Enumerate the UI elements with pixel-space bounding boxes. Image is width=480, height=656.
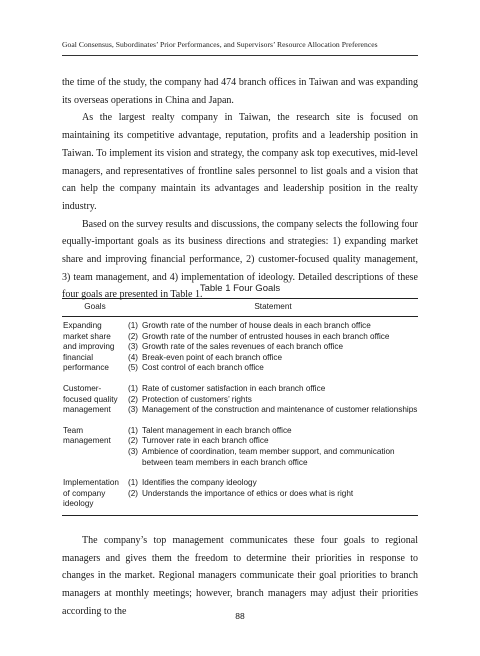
statement-number: (3) [128, 342, 139, 352]
statement-text: Protection of customers’ rights [142, 394, 252, 404]
statement-number: (1) [128, 478, 139, 488]
goal-label-line: of company [63, 488, 106, 498]
statement-item [128, 405, 418, 416]
paragraph: the time of the study, the company had 474 branch offices in Taiwan and was expanding its overseas operations in China and Japan. [62, 77, 418, 106]
goal-label-line: ideology [63, 499, 94, 509]
table-row [62, 379, 418, 421]
statement-number: (1) [128, 425, 139, 435]
statement-cell [128, 321, 418, 374]
statement-text: Cost control of each branch office [142, 363, 264, 373]
table-row [62, 473, 418, 515]
goal-label-line: focused quality [63, 394, 118, 404]
statement-text: Rate of customer satisfaction in each branch office [142, 383, 326, 393]
goal-label-line: Expanding [63, 321, 102, 330]
statement-text: Growth rate of the number of entrusted houses in each branch office [142, 331, 390, 341]
goal-cell [62, 478, 128, 510]
goals-table [62, 298, 418, 516]
table-body [62, 317, 418, 515]
goal-label-line: performance [63, 363, 109, 373]
statement-item [128, 353, 418, 364]
statement-text: Identifies the company ideology [142, 478, 257, 488]
statement-item [128, 447, 418, 468]
column-header-goals: Goals [84, 302, 106, 312]
column-header-statement: Statement [254, 302, 292, 312]
page-number: 88 [235, 611, 245, 621]
statement-number: (2) [128, 394, 139, 404]
statement-text: Ambience of coordination, team member support, and communication between team members in each branch office [142, 446, 395, 467]
table-title: Table 1 Four Goals [199, 283, 281, 294]
statement-cell [128, 384, 418, 416]
running-head: Goal Consensus, Subordinates’ Prior Performances, and Supervisors’ Resource Allocation Preferences [62, 40, 378, 49]
statement-cell [128, 478, 418, 510]
statement-number: (1) [128, 383, 139, 393]
goal-cell [62, 321, 128, 374]
statement-number: (3) [128, 405, 139, 415]
statement-item [128, 436, 418, 447]
goal-label-line: Implementation [63, 478, 119, 488]
goal-label-line: and improving [63, 342, 115, 352]
statement-text: Talent management in each branch office [142, 425, 292, 435]
statement-item [128, 489, 418, 500]
statement-item [128, 363, 418, 374]
table-header [62, 299, 418, 317]
statement-number: (3) [128, 446, 139, 456]
statement-item [128, 384, 418, 395]
goal-label-line: Team [63, 425, 84, 435]
statement-text: Growth rate of the number of house deals in each branch office [142, 321, 371, 330]
statement-item [128, 478, 418, 489]
body-text-bottom [62, 532, 418, 621]
goal-label-line: Customer- [63, 383, 102, 393]
statement-number: (5) [128, 363, 139, 373]
statement-item [128, 426, 418, 437]
statement-text: Break-even point of each branch office [142, 352, 283, 362]
statement-text: Understands the importance of ethics or does what is right [142, 488, 354, 498]
paragraph: Based on the survey results and discussions, the company selects the following four equally-important goals as its business directions and strategies: 1) expanding market share and improving financial performance, 2) customer-focused quality management, 3) team management, and 4) implementation of ideology. Detailed descriptions of these four goals are presented in Table 1. [62, 218, 418, 301]
goal-label-line: management [63, 436, 111, 446]
paragraph: The company’s top management communicates these four goals to regional managers and gives them the freedom to determine their priorities in response to changes in the market. Regional managers communicate their goal priorities to branch managers at monthly meetings; however, branch managers may adjust their priorities according to the [62, 535, 418, 617]
table-row [62, 317, 418, 379]
statement-number: (4) [128, 352, 139, 362]
body-text-top [62, 74, 418, 304]
statement-cell [128, 426, 418, 468]
goal-cell [62, 426, 128, 468]
statement-number: (1) [128, 321, 139, 330]
header-rule [62, 55, 418, 56]
statement-text: Growth rate of the sales revenues of each branch office [142, 342, 344, 352]
statement-number: (2) [128, 488, 139, 498]
statement-number: (2) [128, 436, 139, 446]
paragraph: As the largest realty company in Taiwan, the research site is focused on maintaining its competitive advantage, reputation, profits and a leadership position in Taiwan. To implement its vision and strategy, the company ask top executives, mid-level managers, and representatives of frontline sales personnel to list goals and a vision that can help the company maintain its advantages and leadership position in the realty industry. [62, 112, 418, 212]
statement-text: Management of the construction and maintenance of customer relationships [142, 405, 418, 415]
goal-label-line: financial [63, 352, 94, 362]
goal-label-line: management [63, 405, 111, 415]
statement-item [128, 395, 418, 406]
statement-item [128, 342, 418, 353]
statement-number: (2) [128, 331, 139, 341]
statement-item [128, 321, 418, 332]
goal-cell [62, 384, 128, 416]
table-row [62, 421, 418, 473]
goal-label-line: market share [63, 331, 111, 341]
statement-text: Turnover rate in each branch office [142, 436, 269, 446]
statement-item [128, 332, 418, 343]
